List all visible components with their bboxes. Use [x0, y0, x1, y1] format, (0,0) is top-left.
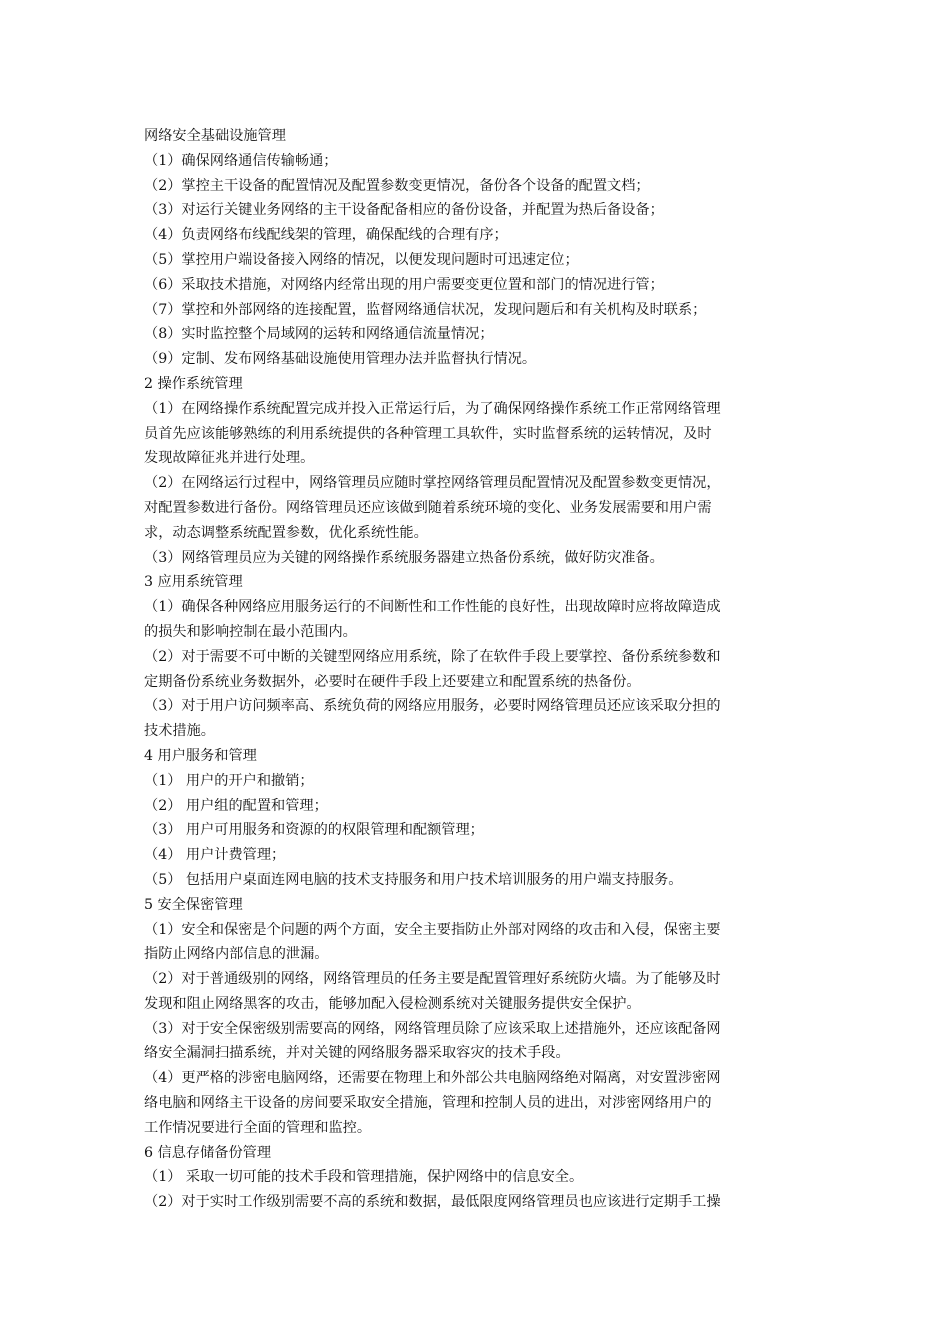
- text-line: 络电脑和网络主干设备的房间要采取安全措施，管理和控制人员的进出，对涉密网络用户的: [144, 1095, 712, 1112]
- paragraph: [144, 471, 810, 545]
- list-item: （3）对运行关键业务网络的主干设备配备相应的备份设备，并配置为热后备设备；: [144, 202, 664, 219]
- paragraph: [144, 595, 810, 645]
- list-item: （4） 用户计费管理；: [144, 847, 286, 864]
- list-item: （9）定制、发布网络基础设施使用管理办法并监督执行情况。: [144, 351, 537, 368]
- section-heading-3: 3 应用系统管理: [144, 574, 243, 591]
- text-line: （1）安全和保密是个问题的两个方面，安全主要指防止外部对网络的攻击和入侵，保密主要: [144, 921, 721, 938]
- section-heading-4: 4 用户服务和管理: [144, 747, 257, 764]
- list-item: （2）对于实时工作级别需要不高的系统和数据，最低限度网络管理员也应该进行定期手工操: [144, 1194, 721, 1211]
- text-line: 工作情况要进行全面的管理和监控。: [144, 1119, 372, 1136]
- list-item: （3） 用户可用服务和资源的的权限管理和配额管理；: [144, 822, 484, 839]
- text-line: （2）在网络运行过程中，网络管理员应随时掌控网络管理员配置情况及配置参数变更情况，: [144, 475, 721, 492]
- text-line: （1）确保各种网络应用服务运行的不间断性和工作性能的良好性，出现故障时应将故障造成: [144, 599, 721, 616]
- list-item: （7）掌控和外部网络的连接配置，监督网络通信状况，发现问题后和有关机构及时联系；: [144, 301, 707, 318]
- list-item: （1）确保网络通信传输畅通；: [144, 152, 338, 169]
- list-item: （1） 采取一切可能的技术手段和管理措施，保护网络中的信息安全。: [144, 1169, 584, 1186]
- list-item: （2）掌控主干设备的配置情况及配置参数变更情况，备份各个设备的配置文档；: [144, 177, 650, 194]
- section-heading-5: 5 安全保密管理: [144, 896, 243, 913]
- list-item: （6）采取技术措施，对网络内经常出现的用户需要变更位置和部门的情况进行管；: [144, 276, 664, 293]
- paragraph: [144, 694, 810, 744]
- text-line: （2）对于需要不可中断的关键型网络应用系统，除了在软件手段上要掌控、备份系统参数和: [144, 648, 721, 665]
- text-line: （3）对于安全保密级别需要高的网络，网络管理员除了应该采取上述措施外，还应该配备网: [144, 1020, 721, 1037]
- section-heading-2: 2 操作系统管理: [144, 375, 243, 392]
- text-line: 定期备份系统业务数据外，必要时在硬件手段上还要建立和配置系统的热备份。: [144, 673, 641, 690]
- text-line: 技术措施。: [144, 723, 215, 740]
- section-heading-1: 网络安全基础设施管理: [144, 128, 286, 144]
- text-line: 的损失和影响控制在最小范围内。: [144, 623, 357, 640]
- list-item: （8）实时监控整个局域网的运转和网络通信流量情况；: [144, 326, 494, 343]
- paragraph: [144, 918, 810, 968]
- paragraph: [144, 967, 810, 1017]
- paragraph: [144, 397, 810, 471]
- paragraph: [144, 645, 810, 695]
- document-page: [144, 124, 810, 1215]
- text-line: 对配置参数进行备份。网络管理员还应该做到随着系统环境的变化、业务发展需要和用户需: [144, 499, 712, 516]
- text-line: 员首先应该能够熟练的利用系统提供的各种管理工具软件，实时监督系统的运转情况，及时: [144, 425, 712, 442]
- text-line: 发现和阻止网络黑客的攻击，能够加配入侵检测系统对关键服务提供安全保护。: [144, 995, 641, 1012]
- list-item: （2） 用户组的配置和管理；: [144, 797, 328, 814]
- list-item: （5）掌控用户端设备接入网络的情况，以便发现问题时可迅速定位；: [144, 251, 579, 268]
- text-line: （2）对于普通级别的网络，网络管理员的任务主要是配置管理好系统防火墙。为了能够及时: [144, 971, 721, 988]
- text-line: （1）在网络操作系统配置完成并投入正常运行后，为了确保网络操作系统工作正常网络管理: [144, 400, 721, 417]
- text-line: （4）更严格的涉密电脑网络，还需要在物理上和外部公共电脑网络绝对隔离，对安置涉密网: [144, 1070, 721, 1087]
- text-line: 指防止网络内部信息的泄漏。: [144, 946, 329, 963]
- list-item: （1） 用户的开户和撤销；: [144, 772, 314, 789]
- paragraph: [144, 1066, 810, 1140]
- text-line: 发现故障征兆并进行处理。: [144, 450, 315, 467]
- paragraph: [144, 1017, 810, 1067]
- text-line: 求，动态调整系统配置参数，优化系统性能。: [144, 524, 428, 541]
- list-item: （3）网络管理员应为关键的网络操作系统服务器建立热备份系统，做好防灾准备。: [144, 549, 664, 566]
- text-line: 络安全漏洞扫描系统，并对关键的网络服务器采取容灾的技术手段。: [144, 1045, 570, 1062]
- list-item: （4）负责网络布线配线架的管理，确保配线的合理有序；: [144, 227, 508, 244]
- section-heading-6: 6 信息存储备份管理: [144, 1144, 272, 1161]
- list-item: （5） 包括用户桌面连网电脑的技术支持服务和用户技术培训服务的用户端支持服务。: [144, 871, 683, 888]
- text-line: （3）对于用户访问频率高、系统负荷的网络应用服务，必要时网络管理员还应该采取分担的: [144, 698, 721, 715]
